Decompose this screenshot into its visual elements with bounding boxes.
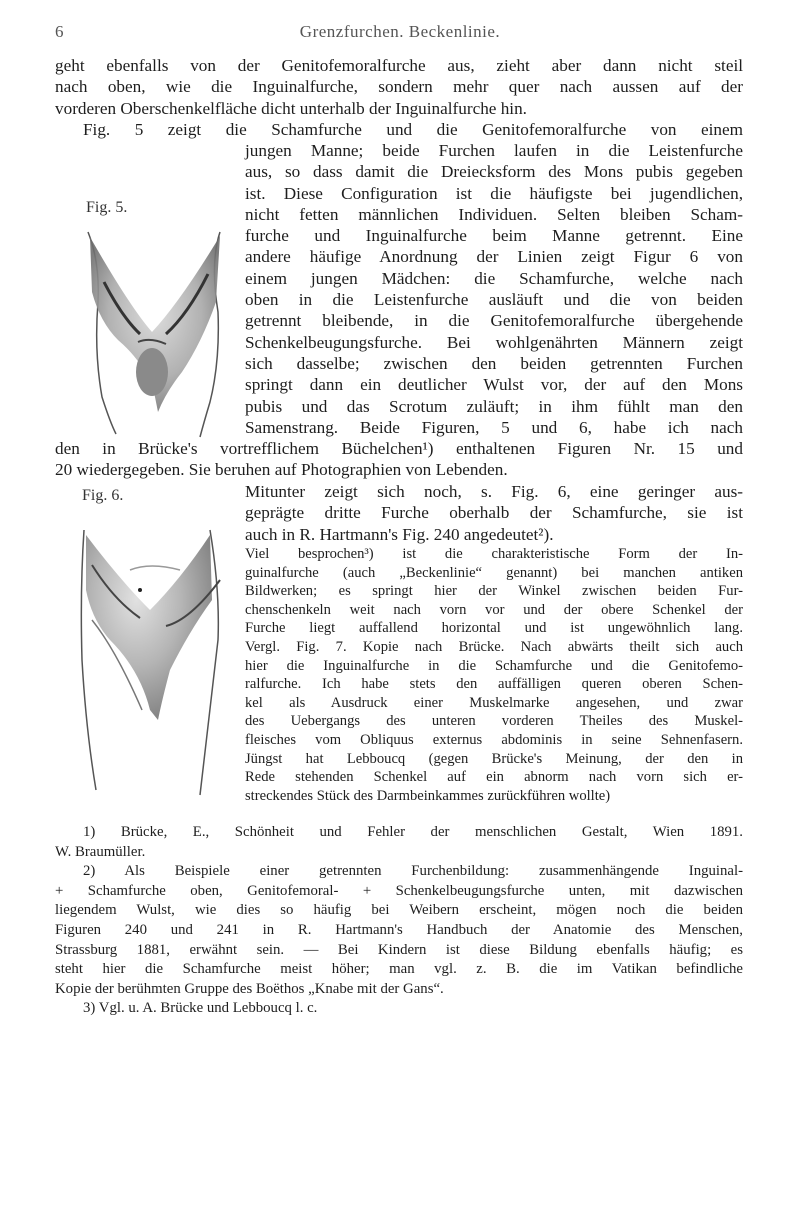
text-line: sich dasselbe; zwischen den beiden getrennten Furchen — [245, 353, 743, 373]
text-line: Fig. 5 zeigt die Schamfurche und die Genitofemoralfurche von einem — [83, 119, 743, 139]
text-line: kel als Ausdruck einer Muskelmarke angesehen, und zwar — [245, 694, 743, 711]
text-line: Bildwerken; es springt hier der Winkel zwischen beiden Fur- — [245, 583, 743, 600]
footnote-line: liegendem Wulst, wie dies so häufig bei Weibern erscheint, mögen noch die beiden — [55, 902, 743, 919]
text-line: Viel besprochen³) ist die charakteristische Form der In- — [245, 546, 743, 562]
text-line: ralfurche. Ich habe stets den auffälligen queren oberen Schen- — [245, 676, 743, 693]
text-line: geprägte dritte Furche oberhalb der Schamfurche, sie ist — [245, 503, 743, 523]
text-line: andere häufige Anordnung der Linien zeigt Figur 6 von — [245, 247, 743, 267]
footnote-line: steht hier die Schamfurche meist höher; man vgl. z. B. die im Vatikan befindliche — [55, 961, 743, 978]
text-line: Vergl. Fig. 7. Kopie nach Brücke. Nach abwärts theilt sich auch — [245, 638, 743, 655]
text-line: nicht fetten männlichen Individuen. Selten bleiben Scham- — [245, 204, 743, 224]
figure-5-illustration — [70, 222, 235, 447]
text-line: 20 wiedergegeben. Sie beruhen auf Photographien von Lebenden. — [55, 460, 508, 480]
text-line: vorderen Oberschenkelfläche dicht unterhalb der Inguinalfurche hin. — [55, 98, 527, 118]
text-line: Mitunter zeigt sich noch, s. Fig. 6, eine geringer aus- — [245, 482, 743, 501]
text-line: getrennt bleibende, in die Genitofemoralfurche übergehende — [245, 311, 743, 331]
footnote-line: 2) Als Beispiele einer getrennten Furchenbildung: zusammenhängende Inguinal- — [83, 863, 743, 880]
text-line: springt dann ein deutlicher Wulst vor, der auf den Mons — [245, 375, 743, 395]
text-line: Furche liegt auffallend horizontal und ist ungewöhnlich lang. — [245, 620, 743, 637]
small-print-note — [245, 545, 743, 805]
text-line: hier die Inguinalfurche in die Schamfurche und die Genitofemo- — [245, 657, 743, 674]
text-line: ist. Diese Configuration ist die häufigste bei jugendlichen, — [245, 183, 743, 203]
text-line: guinalfurche (auch „Beckenlinie“ genannt) bei manchen antiken — [245, 564, 743, 581]
footnote-line: Strassburg 1881, erwähnt sein. — Bei Kindern ist diese Bildung ebenfalls häufig; es — [55, 941, 743, 958]
text-line: Schenkelbeugungsfurche. Bei wohlgenährten Männern zeigt — [245, 332, 743, 352]
fig6-paragraph — [245, 481, 743, 545]
text-line: Rede stehenden Schenkel auf ein abnorm nach vorn sich er- — [245, 769, 743, 786]
figure-6-illustration — [70, 510, 235, 800]
text-line: furche und Inguinalfurche beim Manne getrennt. Eine — [245, 226, 743, 246]
text-line: aus, so dass damit die Dreiecksform des Mons pubis gegeben — [245, 162, 743, 182]
text-line: einem jungen Mädchen: die Schamfurche, welche nach — [245, 268, 743, 288]
text-line: nach oben, wie die Inguinalfurche, sondern mehr quer nach aussen auf der — [55, 77, 743, 97]
footnote-line: 1) Brücke, E., Schönheit und Fehler der menschlichen Gestalt, Wien 1891. — [83, 824, 743, 840]
continuation-paragraph — [55, 438, 743, 481]
running-header — [55, 22, 745, 44]
text-line: jungen Manne; beide Furchen laufen in die Leistenfurche — [245, 141, 743, 160]
footnote-line: + Schamfurche oben, Genitofemoral- + Schenkelbeugungsfurche unten, mit dazwischen — [55, 882, 743, 899]
text-line: streckendes Stück des Darmbeinkammes zurückführen wollte) — [245, 787, 611, 804]
text-line: fleisches vom Obliquus externus abdominis in seine Sehnenfasern. — [245, 731, 743, 748]
text-line: auch in R. Hartmann's Fig. 240 angedeutet²). — [245, 524, 554, 544]
fig5-paragraph — [245, 140, 743, 438]
text-line: pubis und das Scrotum zuläuft; in ihm fühlt man den — [245, 396, 743, 416]
text-line: geht ebenfalls von der Genitofemoralfurche aus, zieht aber dann nicht steil — [55, 56, 743, 75]
text-line: chenschenkeln weit nach vorn vor und der obere Schenkel der — [245, 601, 743, 618]
text-line: oben in die Leistenfurche ausläuft und die von beiden — [245, 290, 743, 310]
intro-paragraph — [55, 55, 743, 140]
running-title: Grenzfurchen. Beckenlinie. — [299, 22, 501, 41]
text-line: des Uebergangs des unteren vorderen Theiles des Muskel- — [245, 713, 743, 730]
figure-5-caption: Fig. 5. — [86, 199, 128, 216]
text-line: Jüngst hat Lebboucq (gegen Brücke's Meinung, der den in — [245, 750, 743, 767]
footnote-line: Figuren 240 und 241 in R. Hartmann's Handbuch der Anatomie des Menschen, — [55, 921, 743, 938]
footnotes — [55, 823, 743, 1019]
footnote-line: W. Braumüller. — [55, 843, 146, 860]
figure-6-caption: Fig. 6. — [82, 487, 124, 504]
footnote-line: 3) Vgl. u. A. Brücke und Lebboucq l. c. — [83, 1000, 318, 1017]
page-number: 6 — [55, 22, 64, 41]
text-line: den in Brücke's vortrefflichem Büchelchen¹) enthaltenen Figuren Nr. 15 und — [55, 439, 743, 458]
text-line: Samenstrang. Beide Figuren, 5 und 6, habe ich nach — [245, 417, 743, 437]
footnote-line: Kopie der berühmten Gruppe des Boëthos „Knabe mit der Gans“. — [55, 980, 444, 997]
